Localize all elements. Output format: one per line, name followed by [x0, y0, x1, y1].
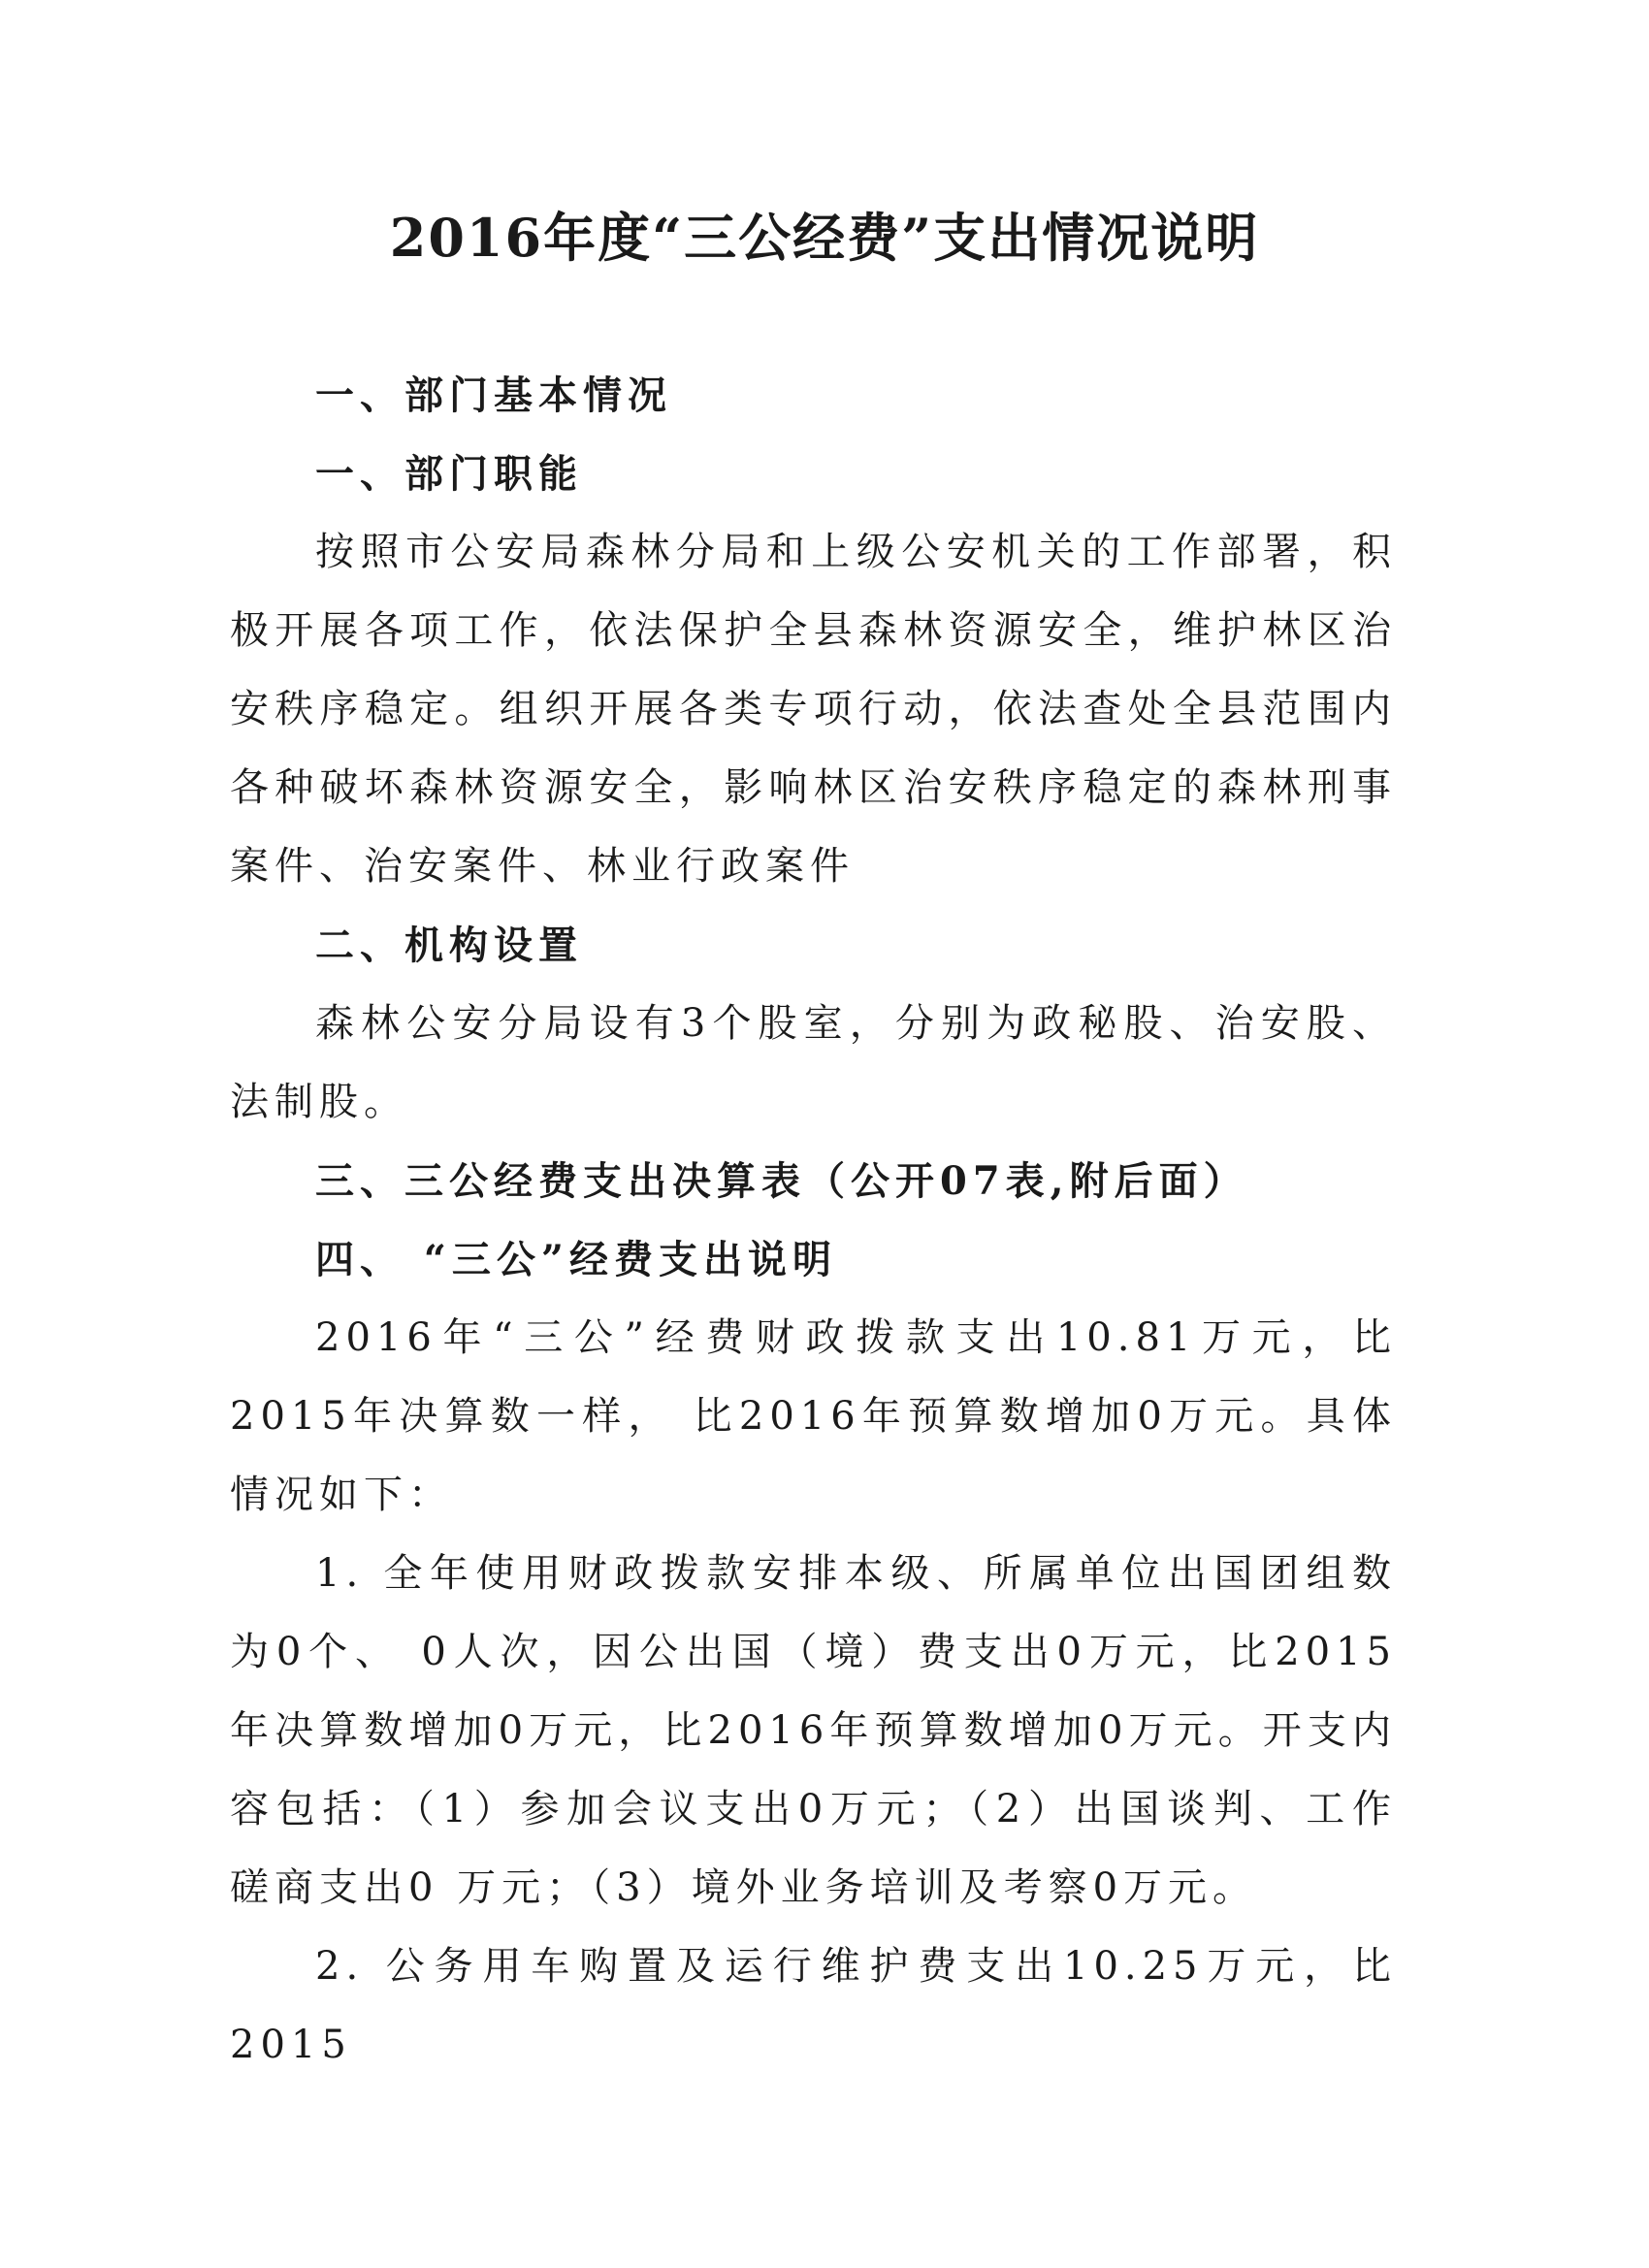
- section-heading-structure: 二、机构设置: [315, 923, 583, 968]
- paragraph-functions: 按照市公安局森林分局和上级公安机关的工作部署，积极开展各项工作，依法保护全县森林资源安全，维护林区治安秩序稳定。组织开展各类专项行动，依法查处全县范围内各种破坏森林资源安全，影响林区治安秩序稳定的森林刑事案件、治安案件、林业行政案件: [230, 530, 1397, 889]
- paragraph-vehicle-expense: 2. 公务用车购置及运行维护费支出10.25万元，比2015: [230, 1944, 1397, 2067]
- paragraph-structure: 森林公安分局设有3个股室，分别为政秘股、治安股、法制股。: [230, 1001, 1397, 1124]
- document-body: [230, 356, 1397, 2085]
- section-heading-basic-info: 一、部门基本情况: [315, 373, 672, 418]
- section-heading-functions: 一、部门职能: [315, 451, 583, 497]
- section-heading-expense-table: 三、三公经费支出决算表（公开07表,附后面）: [315, 1158, 1248, 1204]
- paragraph-overseas-expense: 1. 全年使用财政拨款安排本级、所属单位出国团组数为0个、 0人次，因公出国（境）费支出0万元，比2015年决算数增加0万元，比2016年预算数增加0万元。开支内容包括：（1）参加会议支出0万元；（2）出国谈判、工作磋商支出0 万元；（3）境外业务培训及考察0万元。: [230, 1551, 1397, 1910]
- paragraph-expense-summary: 2016年“三公”经费财政拨款支出10.81万元，比2015年决算数一样， 比2016年预算数增加0万元。具体情况如下：: [230, 1315, 1397, 1517]
- section-heading-expense-explanation: 四、 “三公”经费支出说明: [315, 1237, 837, 1282]
- document-title: 2016年度“三公经费”支出情况说明: [389, 207, 1260, 269]
